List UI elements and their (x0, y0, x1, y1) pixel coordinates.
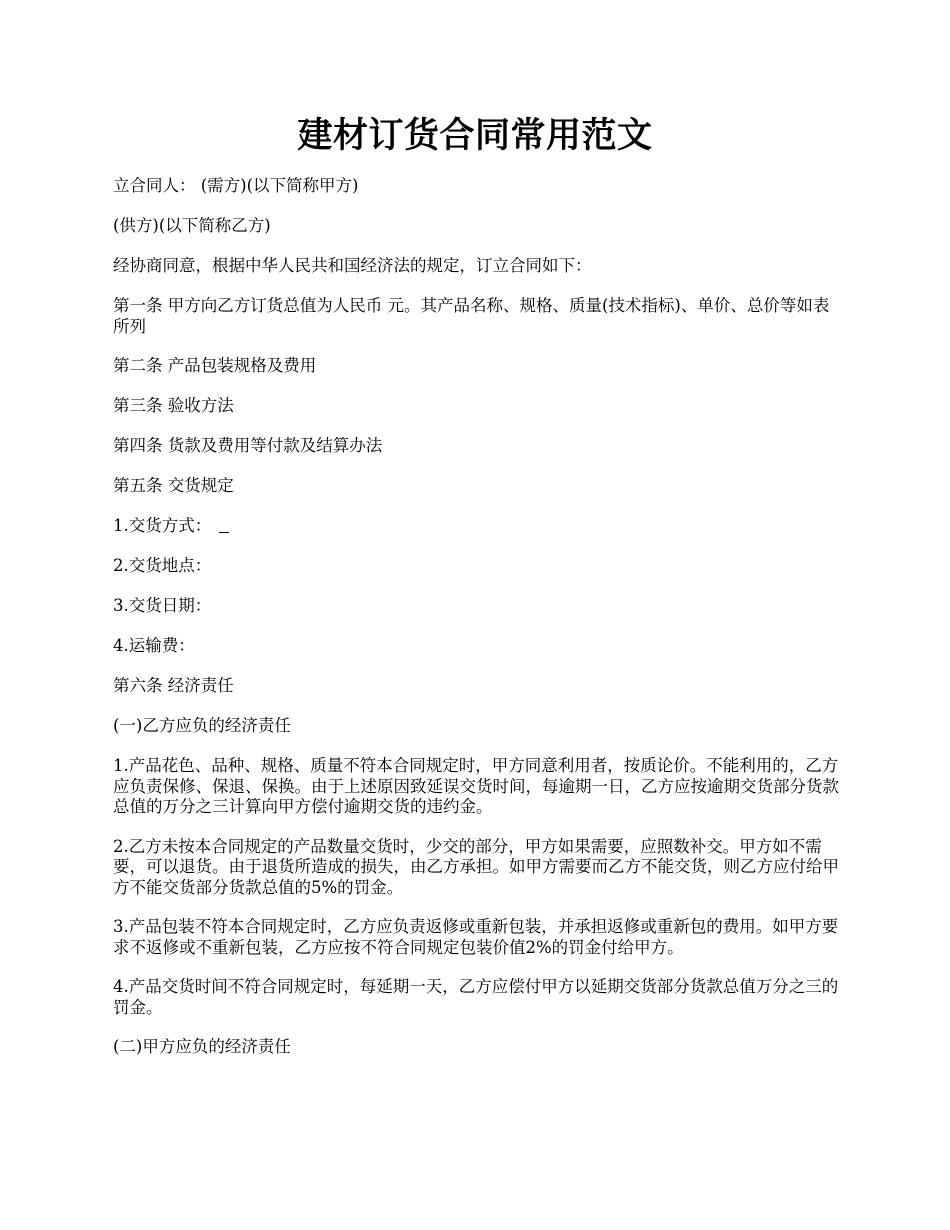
paragraph-liability-1: 1.产品花色、品种、规格、质量不符本合同规定时，甲方同意利用者，按质论价。不能利用的，乙方应负责保修、保退、保换。由于上述原因致延误交货时间，每逾期一日，乙方应按逾期交货部分货款总值的万分之三计算向甲方偿付逾期交货的违约金。 (113, 756, 839, 816)
paragraph-article-2: 第二条 产品包装规格及费用 (113, 356, 317, 375)
paragraph-delivery-date: 3.交货日期： (113, 596, 212, 615)
delivery-method-label: 1.交货方式： (113, 516, 212, 535)
paragraph-liability-3: 3.产品包装不符本合同规定时，乙方应负责返修或重新包装，并承担返修或重新包的费用。如甲方要求不返修或不重新包装，乙方应按不符合同规定包装价值2%的罚金付给甲方。 (113, 917, 839, 957)
document-title: 建材订货合同常用范文 (297, 115, 653, 156)
paragraph-article-3: 第三条 验收方法 (113, 396, 234, 415)
paragraph-article-1: 第一条 甲方向乙方订货总值为人民币 元。其产品名称、规格、质量(技术指标)、单价、总价等如表所列 (113, 296, 830, 336)
paragraph-article-4: 第四条 货款及费用等付款及结算办法 (113, 436, 383, 455)
paragraph-liability-2: 2.乙方未按本合同规定的产品数量交货时，少交的部分，甲方如果需要，应照数补交。甲方如不需要，可以退货。由于退货所造成的损失，由乙方承担。如甲方需要而乙方不能交货，则乙方应付给甲方不能交货部分货款总值的5%的罚金。 (113, 836, 839, 897)
paragraph-transport-fee: 4.运输费： (113, 636, 195, 655)
paragraph-supplier-liability: (一)乙方应负的经济责任 (113, 716, 291, 735)
paragraph-delivery-method (113, 516, 843, 537)
text-cursor (219, 518, 229, 533)
paragraph-article-6: 第六条 经济责任 (113, 676, 234, 695)
paragraph-delivery-place: 2.交货地点： (113, 556, 212, 575)
paragraph-buyer-liability: (二)甲方应负的经济责任 (113, 1037, 291, 1056)
paragraph-agreement: 经协商同意，根据中华人民共和国经济法的规定，订立合同如下： (113, 256, 592, 275)
paragraph-liability-4: 4.产品交货时间不符合同规定时，每延期一天，乙方应偿付甲方以延期交货部分货款总值万分之三的罚金。 (113, 977, 839, 1017)
paragraph-article-5: 第五条 交货规定 (113, 476, 234, 495)
paragraph-parties: 立合同人： (需方)(以下简称甲方) (113, 176, 359, 195)
document-body (113, 176, 843, 1077)
paragraph-supplier: (供方)(以下简称乙方) (113, 216, 271, 235)
